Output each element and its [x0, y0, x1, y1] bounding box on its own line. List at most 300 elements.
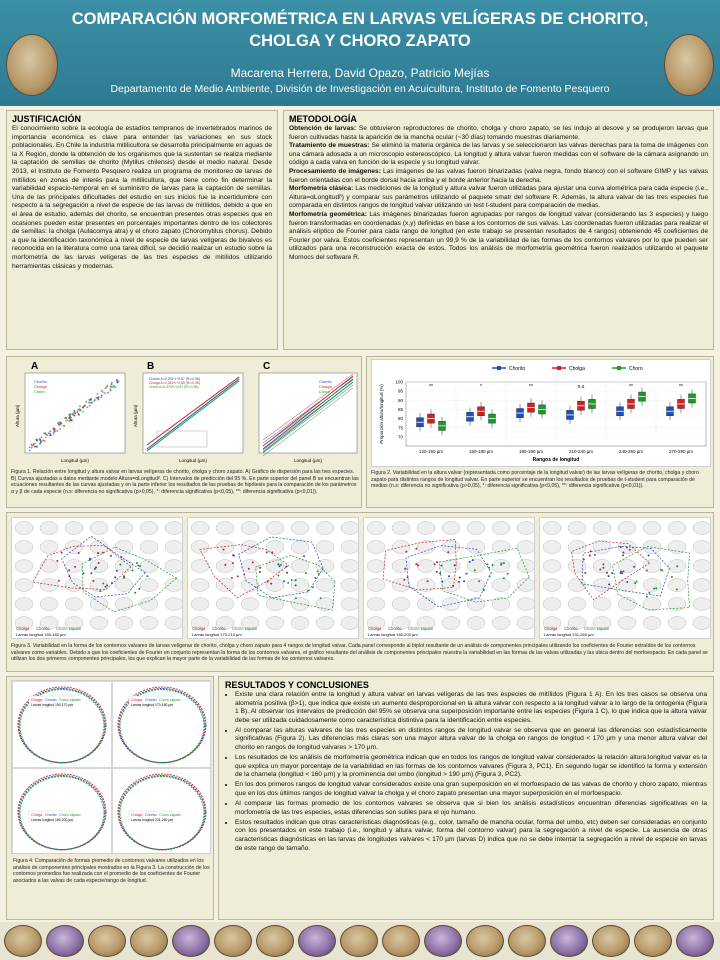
scatter-point	[36, 439, 38, 441]
significance-label: n.s	[577, 384, 585, 390]
biplot-svg	[364, 518, 535, 639]
pca-point	[676, 588, 678, 590]
shell-photo	[130, 925, 168, 957]
metodo-item	[289, 125, 708, 142]
panel-c-legend-choro: Choro	[319, 389, 330, 394]
shape-outline	[291, 560, 309, 573]
contour-range-label: Larvas longitud 170-180 µm	[131, 703, 174, 707]
pca-point	[123, 575, 125, 577]
pca-point	[92, 580, 94, 582]
justificacion-title: JUSTIFICACIÓN	[12, 114, 82, 124]
shape-outline	[467, 522, 485, 535]
pca-point	[139, 565, 141, 567]
resultado-bullet: • Existe una clara relación entre la longitud y altura valvar en larvas velígeras de las tres especies de mitílidos (Figura 1 A). En los tres casos se observa una alometría positiva (β>1), que indica que existe un aumento desproporcional en la altura valvar con respecto a la longitud valvar a lo largo de la ontogenia (Figura 1 B). Al observar los intervalos de predicción del 95% se observa una superposición importante entre las especies (Figura 1 C), lo que indica que la altura valvar debe ser utilizada cuidadosamente como característica distintiva para la identificación entre especies.	[235, 691, 707, 725]
scatter-point	[110, 390, 112, 392]
pca-point	[102, 583, 104, 585]
contour-legend-label: Choro zapato	[159, 813, 181, 817]
contour-svg	[13, 682, 111, 767]
panel-letter-a: A	[31, 361, 39, 372]
shape-outline	[90, 617, 108, 630]
pca-point	[622, 552, 624, 554]
shape-outline	[593, 541, 611, 554]
metodo-item	[289, 142, 708, 168]
shape-outline	[367, 579, 385, 592]
figure1-section	[6, 356, 362, 508]
pca-point	[98, 562, 100, 564]
figure1-panels	[7, 357, 361, 467]
pca-point	[608, 575, 610, 577]
shape-outline	[392, 579, 410, 592]
pca-point	[138, 588, 140, 590]
figure4-section	[6, 676, 214, 920]
shape-outline	[517, 560, 535, 573]
shell-photo	[46, 925, 84, 957]
shape-outline	[90, 560, 108, 573]
shape-outline	[266, 522, 284, 535]
fit-equation-chorito: Chorito A=0,391*L^0,87 (R²=0,96)	[149, 377, 201, 381]
pca-point	[459, 577, 461, 579]
shape-outline	[593, 598, 611, 611]
shape-outline	[115, 541, 133, 554]
pca-point	[305, 572, 307, 574]
scatter-point	[90, 398, 92, 400]
scatter-point	[106, 385, 108, 387]
pca-point	[252, 561, 254, 563]
pca-point	[132, 570, 134, 572]
pca-point	[622, 554, 624, 556]
scatter-point	[69, 414, 71, 416]
pca-point	[137, 565, 139, 567]
shape-outline	[316, 541, 334, 554]
pca-point	[224, 564, 226, 566]
resultado-bullet: • Los resultados de los análisis de morfometría geométrica indican que en todos los rangos de longitud valvar considerados la relación altura:longitud valvar es la que explica un mayor porcentaje de la variabilidad en las formas de los contornos valvares (Figura 3, PC1). En segundo lugar se identificó la forma y extensión de la charnela (longitud < 160 µm) y la prominencia del umbo (longitud > 190 µm) (Figura 3, PC2).	[235, 754, 707, 780]
pca-point	[599, 569, 601, 571]
mean-contour-panel	[113, 682, 211, 767]
contour-svg	[113, 769, 211, 854]
mean-contour-panel	[13, 682, 111, 767]
pca-point	[648, 592, 650, 594]
shell-photo	[382, 925, 420, 957]
shape-outline	[115, 598, 133, 611]
pca-point	[676, 565, 678, 567]
figure1-caption: Figura 1. Relación entre longitud y altura valvar en larvas velígeras de chorito, cholga y choro zapato. A) Gráfico de dispersión para las tres especies. B) Curvas ajustadas a datos mediante modelo Altura=αLongitudᵝ. C) Intervalos de predicción del 95 %. En parte superior del panel B se encuentran las ecuaciones resultantes de las curvas ajustadas y en la parte inferior los resultados de las pruebas de hipótesis para la comparación de los parámetros α y β de cada especie (n.s: diferencia no significativa (p>0,05), *: diferencia significativa (p<0,05), **: diferencia significativa (p<0,01)).	[11, 469, 359, 495]
panel-c-legend-chorito: Chorito	[319, 379, 332, 384]
scatter-point	[105, 387, 107, 389]
shape-outline	[392, 522, 410, 535]
shape-outline	[65, 522, 83, 535]
biplot-legend-label: Cholga	[16, 626, 30, 631]
pca-point	[90, 572, 92, 574]
scatter-point	[43, 433, 45, 435]
pca-point	[603, 567, 605, 569]
pca-point	[248, 568, 250, 570]
shape-outline	[115, 522, 133, 535]
boxplot-chart	[372, 360, 711, 467]
shape-outline	[492, 579, 510, 592]
shape-outline	[140, 617, 158, 630]
scatter-point	[40, 439, 42, 441]
shape-outline	[241, 598, 259, 611]
mean-contour-panel	[113, 769, 211, 854]
shape-outline	[367, 522, 385, 535]
shape-outline	[467, 579, 485, 592]
pca-point	[447, 551, 449, 553]
contour-svg	[113, 682, 211, 767]
scatter-point	[79, 410, 81, 412]
shape-outline	[291, 598, 309, 611]
pca-point	[492, 564, 494, 566]
pca-point	[295, 597, 297, 599]
biplot-range-label: Larvas longitud 231-260 µm	[544, 632, 594, 637]
metodo-item	[289, 168, 708, 185]
pca-point	[646, 570, 648, 572]
pca-point	[466, 573, 468, 575]
significance-label: **	[529, 384, 533, 390]
pca-point	[415, 563, 417, 565]
legend-label: Choro	[629, 366, 643, 372]
shell-photo	[424, 925, 462, 957]
affiliation: Departamento de Medio Ambiente, División de Investigación en Acuicultura, Instituto de Fomento Pesquero	[110, 83, 610, 95]
shape-outline	[568, 522, 586, 535]
shape-outline	[643, 560, 661, 573]
shape-outline	[442, 617, 460, 630]
shape-outline	[291, 617, 309, 630]
scatter-point	[78, 414, 80, 416]
fit-equation-cholga: Cholga A=0,331*L^0,89 (R²=0,95)	[149, 381, 200, 385]
shape-outline	[216, 598, 234, 611]
pca-point	[146, 575, 148, 577]
pca-point	[266, 551, 268, 553]
shape-outline	[417, 560, 435, 573]
shape-outline	[492, 560, 510, 573]
resultados-title: RESULTADOS Y CONCLUSIONES	[225, 680, 369, 690]
shape-outline	[442, 541, 460, 554]
scatter-point	[77, 411, 79, 413]
panel-letter-c: C	[263, 361, 271, 372]
pca-point	[608, 584, 610, 586]
biplot-legend-label: Chorito	[36, 626, 50, 631]
significance-label: *	[480, 384, 482, 390]
legend-label: Cholga	[569, 366, 585, 372]
pca-point	[259, 571, 261, 573]
shape-outline	[341, 579, 359, 592]
shape-outline	[543, 598, 561, 611]
pca-point	[417, 564, 419, 566]
scatter-point	[71, 419, 73, 421]
shape-outline	[693, 617, 711, 630]
scatter-point	[49, 430, 51, 432]
biplot-svg	[540, 518, 711, 639]
biplot-legend-label: Cholga	[192, 626, 206, 631]
scatter-point	[74, 413, 76, 415]
contour-range-label: Larvas longitud 231-260 µm	[131, 818, 174, 822]
shape-outline	[15, 598, 33, 611]
scatter-point	[74, 415, 76, 417]
scatter-point	[78, 409, 80, 411]
pca-point	[78, 552, 80, 554]
pca-point	[483, 589, 485, 591]
panel-a-legend-chorito: Chorito	[34, 379, 47, 384]
figure2-caption: Figura 2. Variabilidad en la altura valvar (representada como porcentaje de la longitud valvar) de las larvas velígeras de chorito, cholga y choro zapato para distintos rangos de longitud valvar. En parte superior se encuentran los resultados de pruebas de t-student para comparación de medias (n.s: diferencia no significativa (p>0,05), *: diferencia significativa (p<0,05), **: diferencia significativa (p<0,01)).	[371, 470, 699, 490]
shape-outline	[618, 560, 636, 573]
pca-point	[307, 590, 309, 592]
biplot-range-label: Larvas longitud 180-200 µm	[368, 632, 418, 637]
pca-point	[277, 563, 279, 565]
shape-outline	[417, 598, 435, 611]
x-axis-label: Rangos de longitud	[532, 457, 580, 463]
scatter-point	[96, 397, 98, 399]
pca-point	[620, 571, 622, 573]
pca-point	[271, 551, 273, 553]
contour-legend-label: Chorito	[45, 698, 57, 702]
metodo-item-text: Las imágenes de las valvas fueron binarizadas (valva negra, fondo blanco) con el software GIMP y las valvas fueron orientadas con el borde dorsal hacia arriba y el borde anterior hacia la derecha.	[289, 167, 708, 184]
shape-outline	[392, 598, 410, 611]
shape-outline	[65, 598, 83, 611]
shell-photo-left	[6, 34, 58, 96]
scatter-point	[42, 440, 44, 442]
shape-outline	[643, 579, 661, 592]
shape-outline	[417, 522, 435, 535]
pca-point	[295, 579, 297, 581]
resultado-bullet: • Estos resultados indican que otras características diagnósticas (e.g., color, tamaño de mancha ocular, forma del umbo, etc) deben ser consideradas en conjunto con los presentados en este trabajo (i.e., longitud y altura valvar, forma del contorno valvar) para la segregación a nivel de especie. La ausencia de otras características diagnósticas en las larvas de longitudes valvares < 170 µm (larvas D) indica que no se debe intentar la segregación a nivel de especie en larvas de este rango de tamaño.	[235, 819, 707, 853]
scatter-point	[74, 410, 76, 412]
shape-outline	[216, 579, 234, 592]
metodo-item-text: Las imágenes binarizadas fueron agrupadas por rangos de longitud valvar (considerando las 3 especies) y luego fueron transformadas en coordenadas (x,y) definidas en base a los contornos de sus valvas. Las coordenadas fueron utilizadas para realizar el análisis elíptico de Fourier para cada rango de longitud (en este trabajo se presentan resultados de 4 rangos) obteniendo 45 coeficientes de Fourier por valva. Estos coeficientes representan un 99,9 % de la variabilidad de las formas de los contornos valvares por lo que pueden ser utilizados para una reconstrucción exacta de estos. Todos los análisis de morfometría geométrica fueron realizados utilizando el paquete Momocs del software R.	[289, 210, 709, 261]
pca-point	[134, 592, 136, 594]
poster-title: COMPARACIÓN MORFOMÉTRICA EN LARVAS VELÍGERAS DE CHORITO, CHOLGA Y CHORO ZAPATO	[71, 10, 649, 50]
shape-outline	[140, 598, 158, 611]
y-tick-label: 80	[397, 416, 403, 422]
shape-outline	[90, 522, 108, 535]
metodologia-section	[283, 110, 714, 350]
pca-point	[95, 566, 97, 568]
pca-point	[634, 582, 636, 584]
y-axis-label: Proporción altura/longitud (%)	[379, 384, 384, 444]
biplot-legend-label: Choro zapato	[584, 626, 610, 631]
metodologia-body	[289, 125, 708, 263]
pca-point	[285, 566, 287, 568]
shape-outline	[140, 541, 158, 554]
pca-point	[486, 563, 488, 565]
shape-outline	[316, 617, 334, 630]
shape-outline	[568, 560, 586, 573]
figure4-caption: Figura 4. Comparación de formas promedio de contornos valvares utilizados en los análisis de componentes principales mostrados en la Figura 3. La construcción de los contornos promedios fue realizada con el promedio de los coeficientes de Fourier asociados a las valvas de cada especie/rango de longitud.	[13, 858, 210, 884]
pca-point	[106, 584, 108, 586]
shell-photo	[592, 925, 630, 957]
biplot-range-label: Larvas longitud 150-180 µm	[16, 632, 66, 637]
pca-biplot-panel	[539, 517, 711, 639]
pca-point	[589, 555, 591, 557]
shape-outline	[65, 541, 83, 554]
pca-point	[602, 563, 604, 565]
biplot-range-label: Larvas longitud 170-210 µm	[192, 632, 242, 637]
shape-outline	[165, 560, 183, 573]
shape-outline	[165, 541, 183, 554]
figure3-caption: Figura 3. Variabilidad en la forma de los contornos valvares de larvas velígeras de chorito, cholga y choro zapato para 4 rangos de longitud valvar. Cada panel corresponde al biplot resultante de un análisis de componentes principales utilizando los coeficientes de Fourier extraídos de los contornos valvares como variables. Debido a que los coeficientes de Fourier en conjunto representan la forma de los contornos valvares, el gráfico resultante del análisis de componentes principales muestra la variabilidad en las formas de las valvas utilizadas y las ubica dentro del morfoespacio. En cada panel se utilizan los dos primeros componentes principales, los que explican la mayor parte de la variabilidad de las formas de los contornos valvares.	[11, 643, 708, 663]
shape-outline	[241, 579, 259, 592]
shape-outline	[191, 522, 209, 535]
x-tick-label: 120-150 µm	[418, 449, 444, 454]
shape-outline	[618, 598, 636, 611]
pca-point	[136, 562, 138, 564]
contour-legend-label: Cholga	[131, 813, 143, 817]
pca-point	[653, 588, 655, 590]
scatter-point	[59, 423, 61, 425]
contour-legend-label: Choro zapato	[59, 698, 81, 702]
shape-outline	[191, 541, 209, 554]
shape-outline	[367, 541, 385, 554]
pca-point	[503, 577, 505, 579]
pca-point	[405, 551, 407, 553]
scatter-point	[70, 420, 72, 422]
pca-point	[440, 565, 442, 567]
scatter-point	[86, 401, 88, 403]
pca-point	[458, 581, 460, 583]
shape-outline	[517, 522, 535, 535]
biplot-legend-label: Cholga	[368, 626, 382, 631]
figure4-grid	[11, 680, 211, 854]
scatter-point	[73, 412, 75, 414]
pca-biplot-panel	[187, 517, 359, 639]
shape-outline	[140, 522, 158, 535]
shape-outline	[291, 579, 309, 592]
shell-photo	[256, 925, 294, 957]
scatter-point	[44, 440, 46, 442]
shape-outline	[15, 522, 33, 535]
biplot-svg	[188, 518, 359, 639]
scatter-point	[98, 399, 100, 401]
shape-outline	[65, 560, 83, 573]
shape-outline	[165, 579, 183, 592]
contour-legend-label: Chorito	[45, 813, 57, 817]
pca-point	[655, 587, 657, 589]
shape-outline	[316, 560, 334, 573]
scatter-point	[89, 399, 91, 401]
shape-outline	[191, 598, 209, 611]
scatter-point	[107, 392, 109, 394]
y-tick-label: 85	[397, 407, 403, 413]
shell-photo-strip	[0, 922, 720, 960]
scatter-point	[29, 450, 31, 452]
shape-outline	[241, 560, 259, 573]
pca-point	[99, 590, 101, 592]
justificacion-section	[6, 110, 278, 350]
legend-label: Chorito	[509, 366, 526, 372]
scatter-point	[56, 430, 58, 432]
shape-outline	[543, 579, 561, 592]
scatter-point	[79, 406, 81, 408]
shell-photo	[676, 925, 714, 957]
scatter-point	[94, 399, 96, 401]
shape-outline	[442, 579, 460, 592]
resultados-section	[218, 676, 714, 920]
panel-a-legend-cholga: Cholga	[34, 384, 47, 389]
panel-letter-b: B	[147, 361, 155, 372]
shape-outline	[618, 579, 636, 592]
x-tick-label: 150-180 µm	[468, 449, 494, 454]
pca-point	[469, 561, 471, 563]
scatter-point	[101, 396, 103, 398]
shape-outline	[115, 617, 133, 630]
shape-outline	[543, 541, 561, 554]
shape-outline	[316, 522, 334, 535]
pca-point	[286, 572, 288, 574]
pca-point	[454, 564, 456, 566]
x-tick-label: 270-290 µm	[668, 449, 694, 454]
pca-point	[404, 568, 406, 570]
shape-outline	[668, 522, 686, 535]
figure2-chart	[371, 359, 711, 467]
metodo-item	[289, 185, 708, 211]
shape-outline	[40, 598, 58, 611]
y-tick-label: 95	[397, 388, 403, 394]
pca-point	[123, 577, 125, 579]
biplot-legend-label: Choro zapato	[232, 626, 258, 631]
pca-point	[58, 580, 60, 582]
scatter-point	[49, 433, 51, 435]
resultado-bullet: • Al comparar las alturas valvares de las tres especies en distintos rangos de longitud valvar se observa que en general las diferencias son estadísticamente significativas (Figura 2). Las diferencias más claras son una mayor altura valvar de la cholga en rangos de longitud < 170 µm y una menor altura valvar del chorito en rangos de longitud valvares > 170 µm.	[235, 727, 707, 753]
mean-contour-panel	[13, 769, 111, 854]
pca-point	[267, 581, 269, 583]
biplot-legend-label: Chorito	[564, 626, 578, 631]
pca-biplot-panel	[363, 517, 535, 639]
pca-point	[114, 576, 116, 578]
scatter-point	[113, 385, 115, 387]
pca-point	[633, 566, 635, 568]
pca-point	[629, 549, 631, 551]
shape-outline	[668, 617, 686, 630]
scatter-point	[111, 384, 113, 386]
resultados-list	[225, 691, 707, 853]
pca-point	[259, 567, 261, 569]
scatter-point	[117, 382, 119, 384]
y-tick-label: 75	[397, 425, 403, 431]
shape-outline	[266, 617, 284, 630]
scatter-point	[34, 446, 36, 448]
shell-photo	[550, 925, 588, 957]
shape-outline	[216, 560, 234, 573]
scatter-point	[64, 417, 66, 419]
legend-marker	[497, 366, 501, 370]
pca-point	[434, 563, 436, 565]
shape-outline	[442, 560, 460, 573]
shape-outline	[492, 541, 510, 554]
shape-outline	[367, 598, 385, 611]
pca-point	[61, 552, 63, 554]
figure3-section	[6, 512, 714, 672]
significance-label: **	[429, 384, 433, 390]
panel-b-xlabel: Longitud (µm)	[179, 458, 207, 463]
shape-outline	[693, 579, 711, 592]
biplot-legend-label: Choro zapato	[56, 626, 82, 631]
pca-point	[56, 560, 58, 562]
contour-legend-label: Chorito	[145, 698, 157, 702]
shape-outline	[65, 579, 83, 592]
pca-biplot-panel	[11, 517, 183, 639]
pca-point	[636, 581, 638, 583]
pca-point	[233, 555, 235, 557]
shape-outline	[291, 541, 309, 554]
significance-label: **	[629, 384, 633, 390]
pca-point	[448, 575, 450, 577]
metodo-item-label: Morfometría clásica:	[289, 185, 354, 193]
pca-point	[646, 596, 648, 598]
scatter-point	[53, 431, 55, 433]
resultado-bullet: • En los dos primeros rangos de longitud valvar considerados existe una gran superposición en el morfoespacio de las valvas de chorito y choro zapato, mientras que en los dos últimos rangos de longitud valvar la cholga y el choro zapato presentan una mayor superposición en el morfoespacio.	[235, 781, 707, 798]
shape-outline	[341, 598, 359, 611]
pca-point	[648, 555, 650, 557]
contour-legend-label: Cholga	[131, 698, 143, 702]
